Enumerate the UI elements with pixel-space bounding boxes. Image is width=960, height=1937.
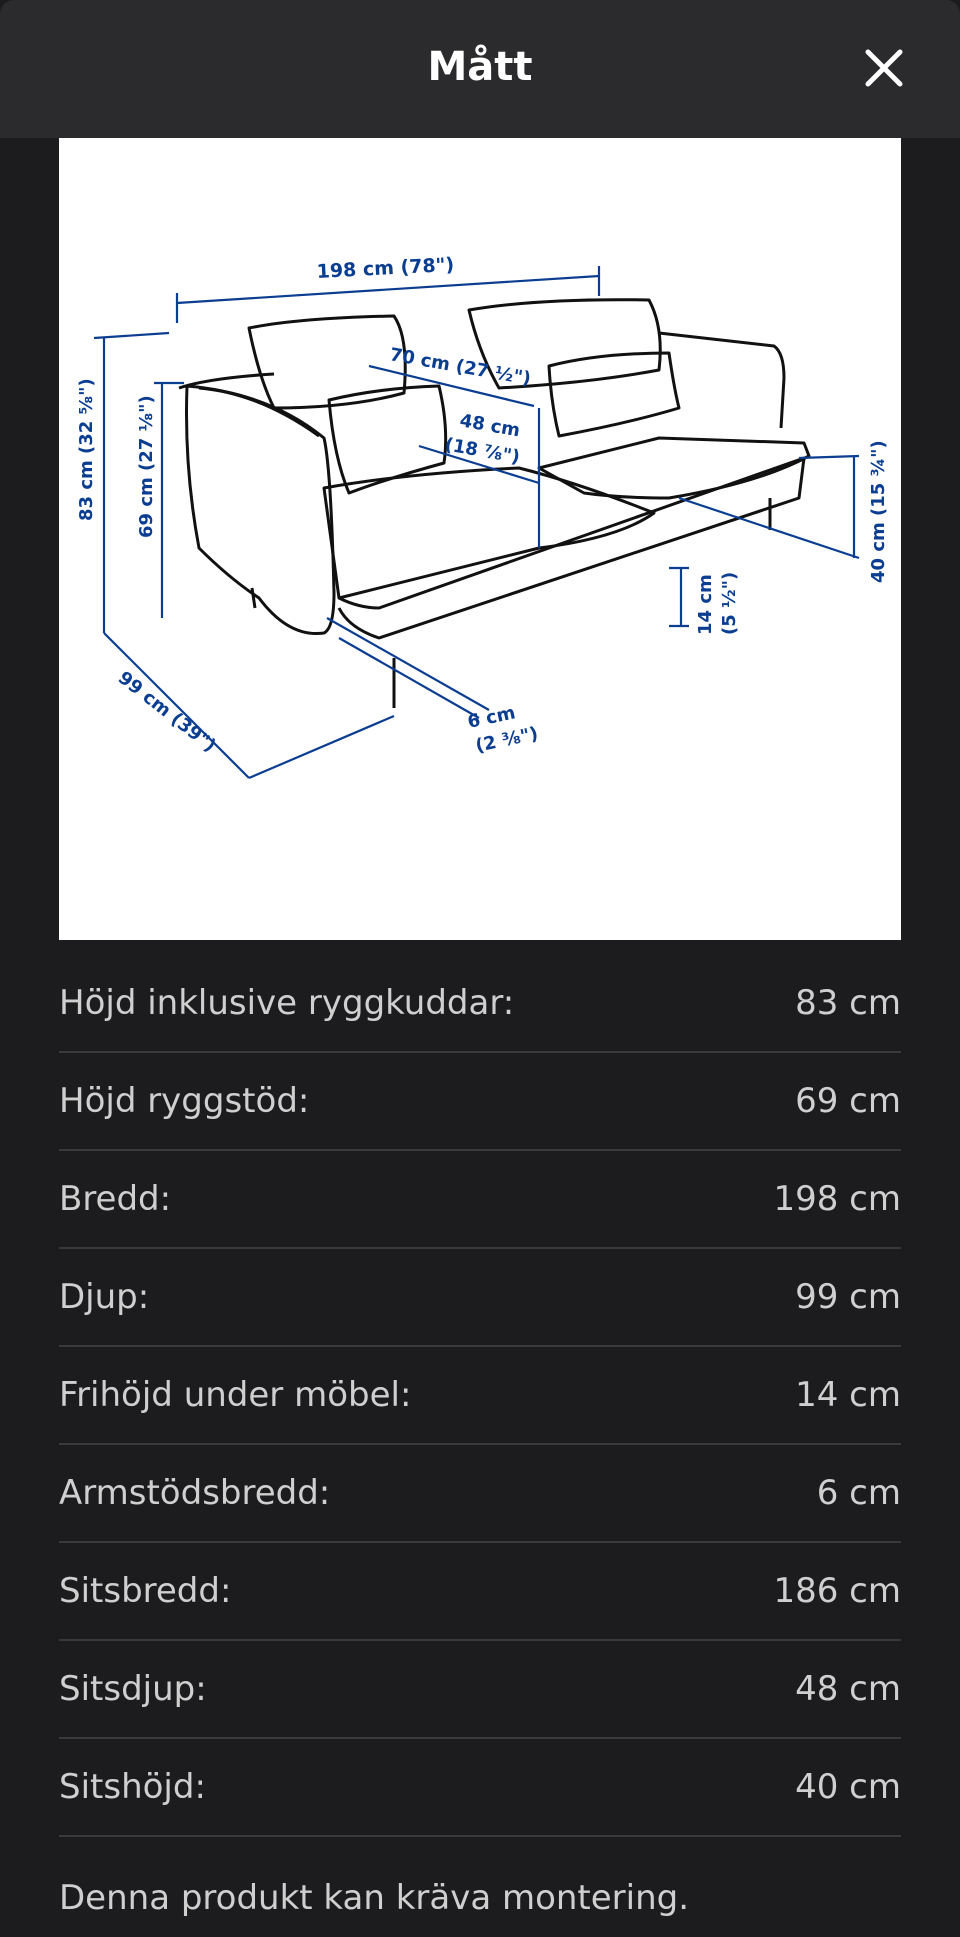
sofa-outline [179,300,809,708]
measurement-value: 186 cm [773,1571,901,1611]
label-armrest-1: 6 cm [465,702,518,733]
list-item [59,1053,901,1151]
measurement-label: Sitsdjup: [59,1669,207,1709]
measurement-label: Sitshöjd: [59,1767,206,1807]
measurement-label: Höjd ryggstöd: [59,1081,310,1121]
close-icon [860,44,908,92]
measurement-value: 83 cm [795,983,901,1023]
label-seat-width: 70 cm (27 ½") [388,344,533,390]
dimension-illustration [59,138,901,940]
measurement-label: Sitsbredd: [59,1571,232,1611]
measurement-value: 198 cm [773,1179,901,1219]
label-height-total: 83 cm (32 ⅝") [76,378,97,521]
list-item [59,1347,901,1445]
measurement-value: 69 cm [795,1081,901,1121]
label-armrest-2: (2 ⅜") [473,723,540,757]
dimension-labels [76,254,889,757]
sofa-dimension-drawing [59,138,901,940]
label-height-back: 69 cm (27 ⅛") [136,395,157,538]
measurement-value: 99 cm [795,1277,901,1317]
list-item [59,1249,901,1347]
list-item [59,1151,901,1249]
close-button[interactable] [860,44,908,92]
label-seat-height: 40 cm (15 ¾") [868,440,889,583]
measurement-value: 6 cm [816,1473,901,1513]
modal-header [0,0,960,138]
measurement-label: Djup: [59,1277,150,1317]
measurement-label: Höjd inklusive ryggkuddar: [59,983,515,1023]
modal-title: Mått [427,44,533,90]
label-depth: 99 cm (39") [113,667,220,757]
measurement-value: 40 cm [795,1767,901,1807]
measurement-label: Frihöjd under möbel: [59,1375,412,1415]
measurement-label: Armstödsbredd: [59,1473,331,1513]
label-seat-depth-2: (18 ⅞") [443,434,522,469]
list-item [59,955,901,1053]
list-item [59,1739,901,1837]
measurement-label: Bredd: [59,1179,172,1219]
measurement-value: 48 cm [795,1669,901,1709]
label-clearance-1: 14 cm [695,574,716,635]
label-width: 198 cm (78") [316,253,455,283]
list-item [59,1445,901,1543]
label-seat-depth-1: 48 cm [458,410,522,442]
assembly-note: Denna produkt kan kräva montering. [59,1878,690,1918]
list-item [59,1543,901,1641]
measurements-list [59,955,901,1837]
list-item [59,1641,901,1739]
label-clearance-2: (5 ½") [719,571,740,635]
measurement-value: 14 cm [795,1375,901,1415]
